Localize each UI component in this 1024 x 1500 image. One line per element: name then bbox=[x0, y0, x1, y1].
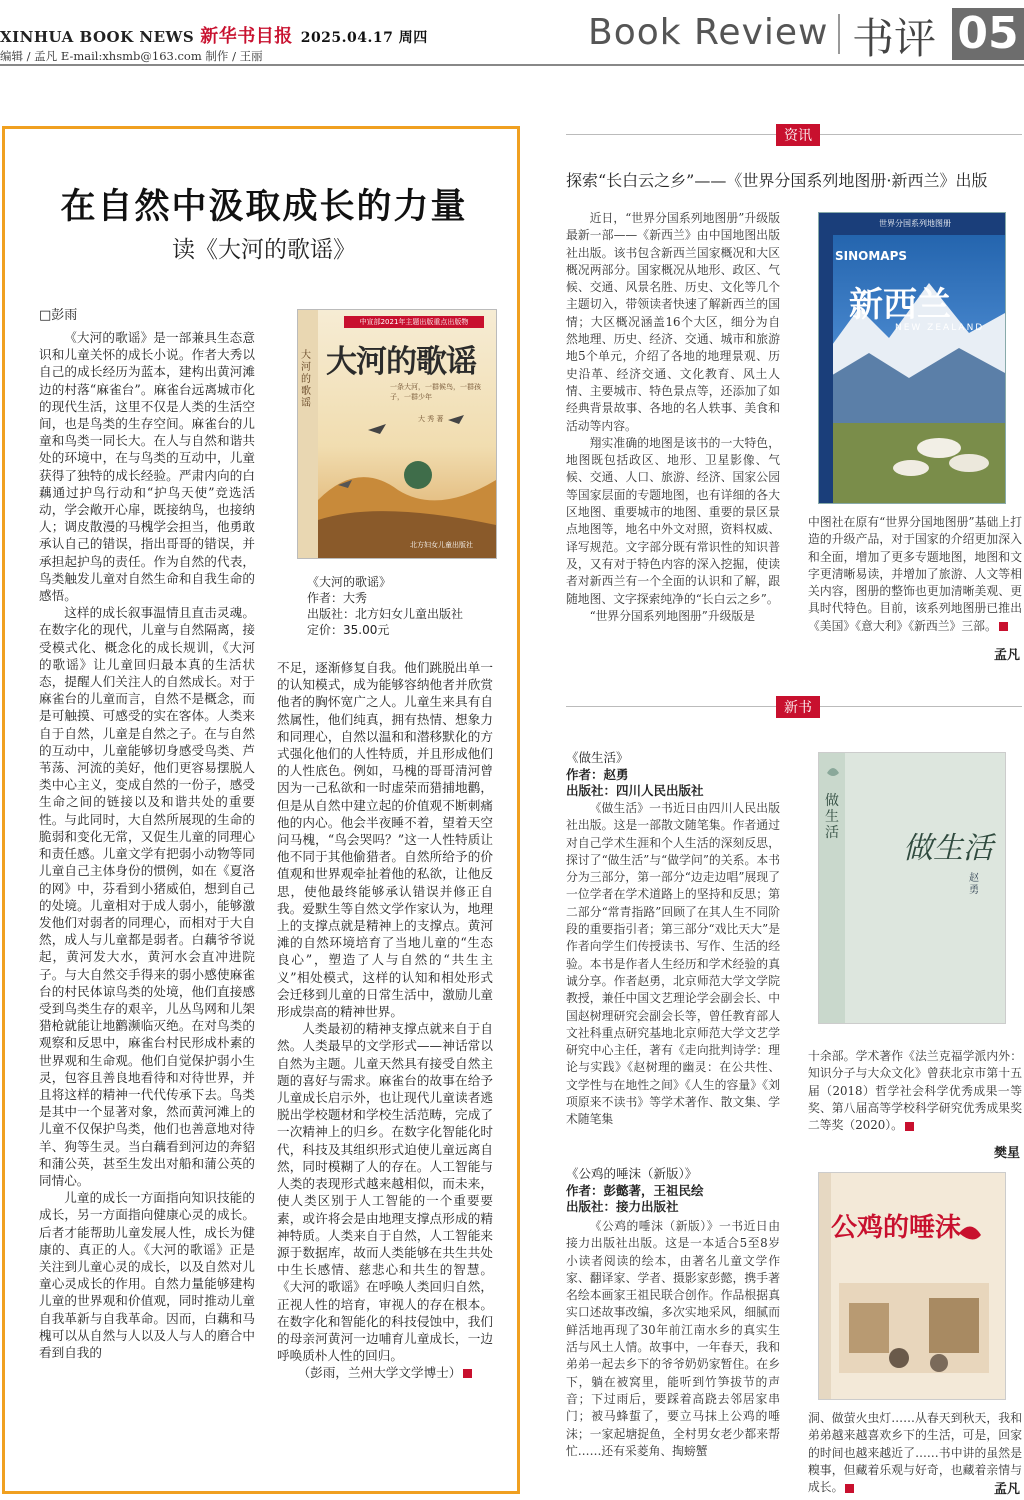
nz-cover-title: 新西兰 bbox=[849, 285, 951, 325]
issue-date: 2025.04.17 周四 bbox=[300, 30, 428, 46]
newbooks-tag: 新书 bbox=[776, 696, 820, 718]
book1-reviewer: 樊星 bbox=[994, 1146, 1021, 1161]
page-number: 05 bbox=[952, 8, 1024, 60]
book1-author: 作者：赵勇 bbox=[566, 766, 629, 782]
book1-col-1 bbox=[566, 800, 780, 1129]
author-note bbox=[277, 1364, 493, 1381]
book1-para-text: 十余部。学术著作《法兰克福学派内外：知识分子与大众文化》曾获北京市第十五届（2018）哲学社会科学优秀成果一等奖、第八届高等学校科学研究优秀成果奖二等奖（2020）。 bbox=[808, 1049, 1022, 1133]
news-author: 孟凡 bbox=[994, 648, 1021, 663]
feature-col-1 bbox=[39, 329, 255, 1361]
book2-title: 《公鸡的唾沫（新版）》 bbox=[566, 1166, 698, 1181]
book-author: 作者：大秀 bbox=[307, 591, 368, 605]
news-para bbox=[808, 514, 1022, 635]
nz-cover-brand: SINOMAPS bbox=[835, 249, 908, 263]
feature-para: 不足，逐渐修复自我。他们跳脱出单一的认知模式，成为能够容纳他者并欣赏他者的胸怀宽广之人。儿童生来具有自然属性，他们纯真，拥有热情、想象力和同理心，自然以温和和潜移默化的方式强化他们的人性特质，并且形成他们的人性底色。例如，马槐的哥哥清河曾因为一己私欲和一时虚荣而猎捕地鹳，但是从自然中建立起的价值观不断刺痛他的内心。他会半夜睡不着，望着天空问马槐，“鸟会哭吗？”这一人性特质让他不同于其他偷猎者。自然所给予的价值观和世界观牵扯着他的私欲，让他反思，使他最终能够承认错误并修正自我。爱默生等自然文学作家认为，地理上的支撑点就是精神上的支撑点。黄河滩的自然环境培育了当地儿童的“生态良心”，塑造了人与自然的“共生主义”相处模式，这样的认知和相处形式会迁移到儿童的日常生活中，激励儿童形成崇高的精神世界。 bbox=[277, 660, 493, 1020]
news-tag: 资讯 bbox=[776, 124, 820, 146]
book1-meta bbox=[566, 750, 806, 800]
book2-para: 《公鸡的唾沫（新版）》一书近日由接力出版社出版。这是一本适合5至8岁小读者阅读的绘本，由著名儿童文学作家、翻译家、学者、摄影家彭懿，携手著名绘本画家王祖民联合创作。作品根据真实口述故事改编，多次实地采风，细腻而鲜活地再现了30年前江南水乡的真实生活与风土人情。故事中，一年春天，我和弟弟一起去乡下的爷爷奶奶家暂住。在乡下，躺在被窝里，能听到竹笋拔节的声音；下过雨后，要踩着高跷去邻居家串门；被马蜂蜇了，要立马抹上公鸡的唾沫；一家起塘捉鱼，全村男女老少都来帮忙……还有采菱角、掏螃蟹 bbox=[566, 1219, 780, 1458]
feature-para: 人类最初的精神支撑点就来自于自然。人类最早的文学形式——神话常以自然为主题。儿童天然具有接受自然主题的喜好与需求。麻雀台的故事在给予儿童成长启示外，也让现代儿童读者逃脱出学校题材和学校生活范畴，完成了一次精神上的归乡。在数字化智能化时代，科技及其组织形式迫使儿童远离自然，同时模糊了人的存在。人工智能与人类的表现形式越来越相似，而未来，使人类区别于人工智能的一个重要要素，或许将会是由地理支撑点形成的精神特质。人类来自于自然，人工智能来源于数据库，故而人类能够在共生共处中生长感情、慈悲心和共生的智慧。《大河的歌谣》在呼唤人类回归自然，正视人性的培育，审视人的存在根本。在数字化和智能化的科技侵蚀中，我们的母亲河黄河一边哺育儿童成长，一边呼唤质朴人性的回归。 bbox=[277, 1021, 493, 1364]
book2-para-text: 洞、做萤火虫灯……从春天到秋天，我和弟弟越来越喜欢乡下的生活，可是，回家的时间也越来越近了……书中讲的虽然是糗事，但藏着乐观与好奇，也藏着亲情与成长。 bbox=[808, 1411, 1022, 1495]
gj-cover-title: 公鸡的唾沫 bbox=[831, 1213, 962, 1243]
section-title-en: Book Review bbox=[588, 12, 829, 53]
news-col-2 bbox=[808, 514, 1022, 635]
nz-cover-en: NEW ZEALAND bbox=[895, 323, 985, 333]
book-cover-dahe bbox=[297, 309, 497, 559]
end-mark-icon bbox=[845, 1484, 854, 1493]
cover-tagline: 一条大河，一群候鸟，一群孩子，一群少年 bbox=[390, 383, 481, 401]
zsh-cover-author: 赵勇 bbox=[969, 873, 979, 896]
book-cover-gongji bbox=[818, 1172, 1006, 1400]
zsh-spine-title: 做生活 bbox=[825, 793, 839, 841]
news-para: “世界分国系列地图册”升级版是 bbox=[589, 608, 756, 623]
section-title-cn: 书评 bbox=[852, 14, 937, 63]
author-affiliation: （彭雨，兰州大学文学博士） bbox=[297, 1365, 462, 1381]
book-cover-newzealand bbox=[818, 212, 1006, 504]
news-para: 翔实准确的地图是该书的一大特色，地图既包括政区、地形、卫星影像、气候、交通、人口、旅游、经济、国家公园等国家层面的专题地图，也有详细的各大区地图、重要城市的地图、重要的景区景点地图等，地名中外文对照，资料权威、译写规范。文字部分既有常识性的知识普及，又有对于特色内容的深入挖掘，使读者对新西兰有一个全面的认识和了解，跟随地图、文字探索纯净的“长白云之乡”。 bbox=[566, 435, 780, 606]
cover-title: 大河的歌谣 bbox=[326, 344, 476, 380]
news-para: 近日，“世界分国系列地图册”升级版最新一部——《新西兰》由中国地图出版社出版。该书包含新西兰国家概况和大区概况两部分。国家概况从地形、政区、气候、交通、风景名胜、历史、文化等几个主题切入，带领读者快速了解新西兰的国情；大区概况涵盖16个大区，细分为自然地理、历史、经济、交通、城市和旅游地5个单元，介绍了各地的地理景观、历史沿革、经济交通、文化教育、风土人情、主要城市、特色景点等，还添加了如经典背景故事、各地的名人轶事、美食和活动等内容。 bbox=[566, 211, 780, 433]
book-price: 定价：35.00元 bbox=[307, 623, 390, 637]
book-cover-zuoshenghuo bbox=[818, 752, 1006, 1024]
credits: 编辑 / 孟凡 E-mail:xhsmb@163.com 制作 / 王丽 bbox=[0, 49, 263, 63]
book1-col-2 bbox=[808, 1048, 1022, 1134]
feature-col-2 bbox=[277, 659, 493, 1382]
cover-ribbon: 中宣部2021年主题出版重点出版物 bbox=[359, 318, 469, 326]
feature-para: 儿童的成长一方面指向知识技能的成长，另一方面指向健康心灵的成长。后者才能帮助儿童发展人性，成长为健康的、真正的人。《大河的歌谣》正是关注到儿童心灵的成长，以及自然对儿童心灵成长的作用。自然力量能够建构儿童的世界观和价值观，同时推动儿童自我革新与自我革命。因而，白藕和马槐可以从自然与人以及人与人的磨合中看到自我的 bbox=[39, 1190, 255, 1360]
book2-publisher: 出版社：接力出版社 bbox=[566, 1199, 679, 1214]
book-title: 《大河的歌谣》 bbox=[307, 575, 392, 589]
book2-author: 作者：彭懿著，王祖民绘 bbox=[566, 1182, 704, 1198]
end-mark-icon bbox=[905, 1122, 914, 1131]
masthead bbox=[0, 0, 1024, 64]
cover-author: 大 秀 著 bbox=[418, 415, 444, 423]
book2-meta bbox=[566, 1166, 806, 1216]
news-para-text: 中图社在原有“世界分国地图册”基础上打造的升级产品，对于国家的介绍更加深入和全面，增加了更多专题地图，地图和文字更清晰易读，并增加了旅游、人文等相关内容，图册的整饰也更加清晰美观、更具时代特色。目前，该系列地图册已推出《美国》《意大利》《新西兰》三部。 bbox=[808, 515, 1022, 633]
book2-col-1 bbox=[566, 1218, 780, 1460]
end-mark-icon bbox=[463, 1369, 472, 1378]
book1-title: 《做生活》 bbox=[566, 750, 629, 765]
news-title: 探索“长白云之乡”——《世界分国系列地图册·新西兰》出版 bbox=[566, 171, 988, 190]
book2-para bbox=[808, 1410, 1022, 1496]
book-info bbox=[307, 574, 463, 638]
zsh-cover-title: 做生活 bbox=[903, 831, 993, 866]
feature-para: 这样的成长叙事温情且直击灵魂。在数字化的现代，儿童与自然隔离，接受模式化、概念化的成长规训，《大河的歌谣》让儿童回归最本真的生活状态，提醒人们关注人的自然成长。对于麻雀台的儿童而言，自然不是概念，而是可触摸、可感受的实在客体。人类来自于自然，儿童是自然之子。在与自然的互动中，儿童能够切身感受鸟类、芦苇荡、河流的美好，他们更容易摆脱人类中心主义，变成自然的一份子，感受生命之间的链接以及和谐共处的重要性。与此同时，大自然所展现的生命的脆弱和变化无常，又促生儿童的同理心和责任感。儿童文学有把弱小动物等同儿童自己主体身份的惯例，如在《夏洛的网》中，芬看到小猪威伯，想到自己的处境。儿童相对于成人弱小，能够激发他们对弱者的同理心，而相对于大自然，成人与儿童都是弱者。白藕爷爷说起，黄河发大水，黄河水会直冲进院子。与大自然交手得来的弱小感使麻雀台的村民体谅鸟类的处境，他们直接感受到鸟类生存的艰辛，儿丛鸟网和儿架猎枪就能让地鹳濒临灭绝。在对鸟类的观察和反思中，麻雀台村民形成朴素的世界观和生命观。他们自觉保护弱小生灵，包容且善良地看待和对待世界，并且将这样的精神一代代传承下去。鸟类是其中一个显著对象，然而黄河滩上的儿童不仅保护鸟类，他们也善意地对待羊、狗等生灵。当白藕看到河边的奔貂和蒲公英，甚至生发出对船和蒲公英的同情心。 bbox=[39, 605, 255, 1188]
cover-publisher: 北方妇女儿童出版社 bbox=[410, 541, 473, 549]
headline: 在自然中汲取成长的力量 bbox=[60, 186, 468, 227]
brand-cn: 新华书目报 bbox=[200, 26, 293, 47]
cover-spine-title: 大河的歌谣 bbox=[301, 350, 311, 409]
book-publisher: 出版社：北方妇女儿童出版社 bbox=[307, 607, 464, 621]
byline: □彭雨 bbox=[39, 308, 78, 323]
brand-en: XINHUA BOOK NEWS bbox=[0, 28, 195, 46]
book2-col-2 bbox=[808, 1410, 1022, 1496]
feature-para: 《大河的歌谣》是一部兼具生态意识和儿童关怀的成长小说。作者大秀以自己的成长经历为蓝本，建构出黄河滩边的村落“麻雀台”。麻雀台远离城市化的现代生活，这里不仅是人类的生活空间，也是鸟类的生存空间。麻雀台的儿童和鸟类一同长大。在人与自然和谐共处的环境中，在与鸟类的互动中，儿童获得了独特的成长经验。严肃内向的白藕通过护鸟行动和“护鸟天使”竞选活动，学会敞开心扉，既接纳鸟，也接纳人；调皮散漫的马槐学会担当，他勇敢承认自己的错误，指出哥哥的错误，并承担起护鸟的责任。作为自然的代表，鸟类触发儿童对自然生命和自我生命的感悟。 bbox=[39, 330, 255, 604]
feature-article bbox=[2, 126, 520, 1494]
book2-reviewer: 孟凡 bbox=[994, 1482, 1021, 1497]
end-mark-icon bbox=[999, 622, 1008, 631]
book1-publisher: 出版社：四川人民出版社 bbox=[566, 783, 704, 798]
masthead-rule bbox=[0, 64, 1024, 66]
masthead-brand bbox=[0, 22, 428, 48]
book1-para: 《做生活》一书近日由四川人民出版社出版。这是一部散文随笔集。作者通过对自己学术生涯和个人生活的深刻反思，探讨了“做生活”与“做学问”的关系。本书分为三部分，第一部分“边走边唱”展现了一位学者在学术道路上的坚持和反思；第二部分“常青指路”回顾了在其人生不同阶段的重要指引者；第三部分“戏比天大”是作者向学生们传授读书、写作、生活的经验。本书是作者人生经历和学术经验的真诚分享。作者赵勇，北京师范大学文学院教授，兼任中国文艺理论学会副会长、中国赵树理研究会副会长等，曾任教育部人文社科重点研究基地北京师范大学文艺学研究中心主任，著有《走向批判诗学：理论与实践》《赵树理的幽灵：在公共性、文学性与在地性之间》《人生的容量》《刘项原来不读书》等学术著作、散文集、学术随笔集 bbox=[566, 801, 780, 1127]
news-col-1 bbox=[566, 210, 780, 625]
nz-cover-series: 世界分国系列地图册 bbox=[879, 219, 951, 228]
subheadline: 读《大河的歌谣》 bbox=[172, 237, 356, 263]
masthead-divider bbox=[838, 14, 840, 54]
book1-para bbox=[808, 1048, 1022, 1134]
